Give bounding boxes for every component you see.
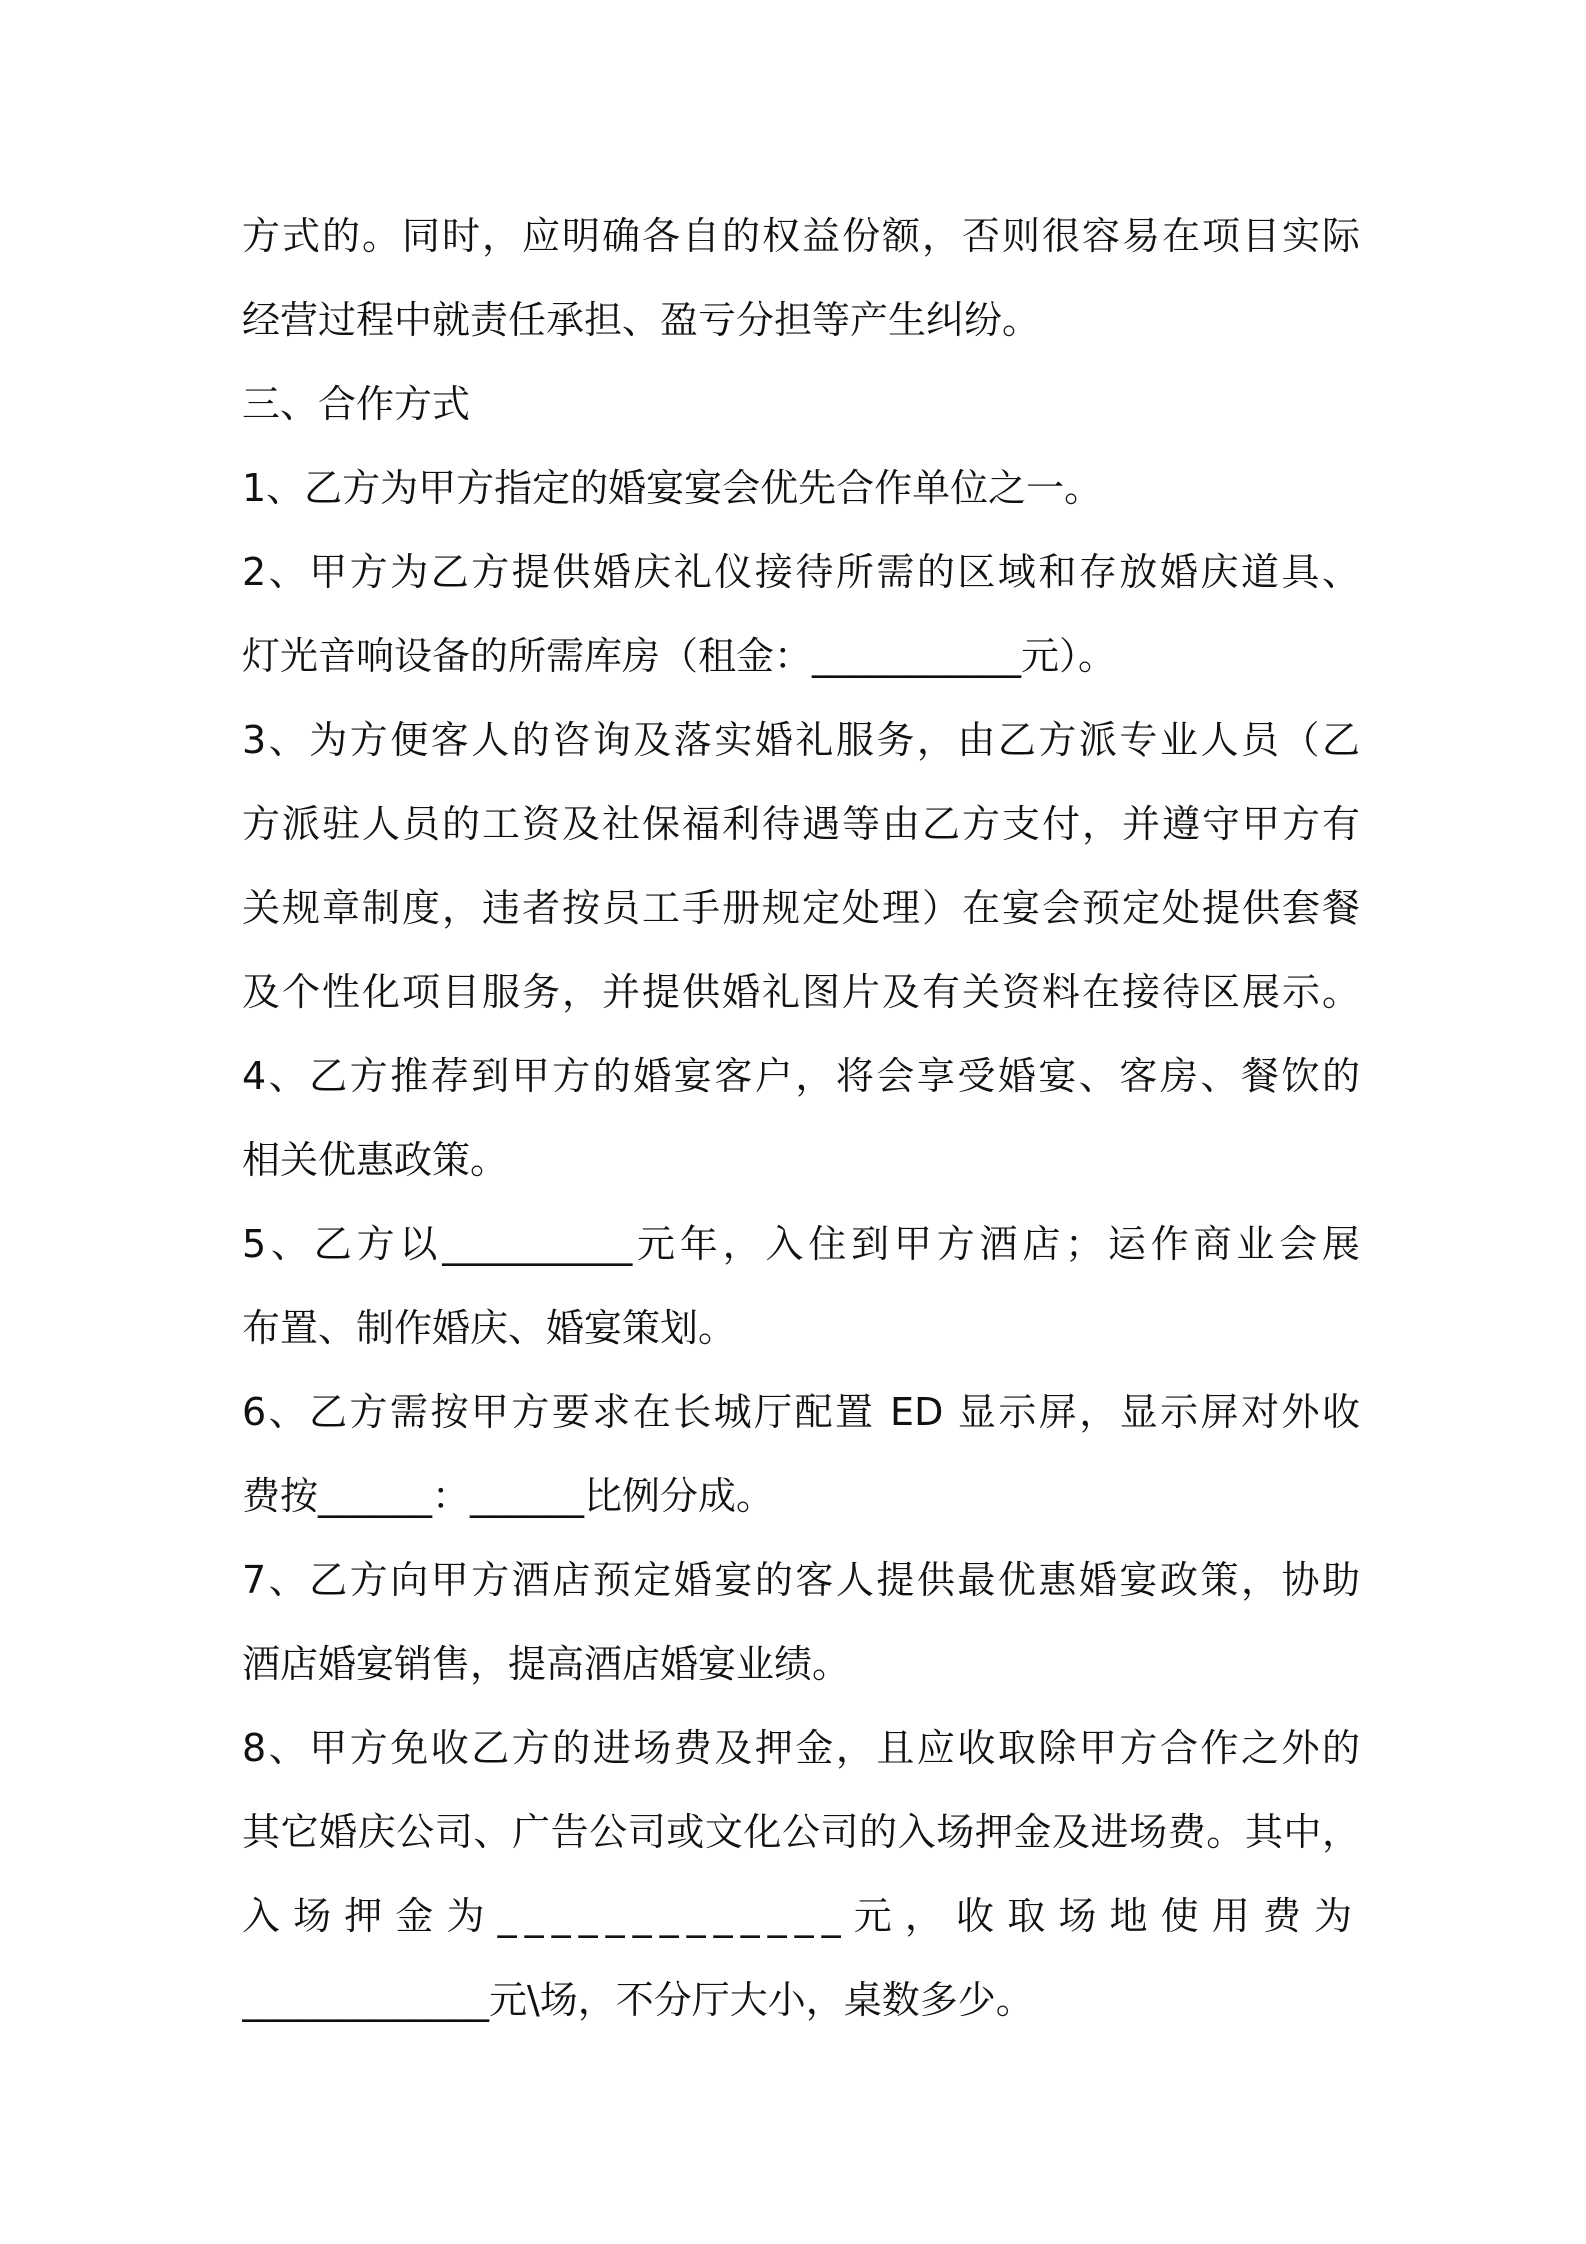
- clause-7-line: 7、乙方向甲方酒店预定婚宴的客人提供最优惠婚宴政策，协助: [242, 1558, 1360, 1602]
- clause-2-line: 2、甲方为乙方提供婚庆礼仪接待所需的区域和存放婚庆道具、: [242, 550, 1360, 594]
- clause-2-line: 灯光音响设备的所需库房（租金：___________元）。: [242, 634, 1117, 678]
- document-body: [242, 194, 1360, 2042]
- clause-4-line: 4、乙方推荐到甲方的婚宴客户，将会享受婚宴、客房、餐饮的: [242, 1054, 1360, 1098]
- clause-5-line: 布置、制作婚庆、婚宴策划。: [242, 1306, 737, 1350]
- clause-3-line: 及个性化项目服务，并提供婚礼图片及有关资料在接待区展示。: [242, 970, 1360, 1014]
- paragraph-line: 方式的。同时，应明确各自的权益份额，否则很容易在项目实际: [242, 214, 1360, 258]
- clause-8-line: 入场押金为_____________元，收取场地使用费为: [242, 1894, 1360, 1938]
- paragraph-line: 经营过程中就责任承担、盈亏分担等产生纠纷。: [242, 298, 1041, 342]
- clause-7-line: 酒店婚宴销售，提高酒店婚宴业绩。: [242, 1642, 851, 1686]
- clause-8-line: _____________元\场，不分厅大小，桌数多少。: [242, 1978, 1034, 2022]
- clause-3-line: 3、为方便客人的咨询及落实婚礼服务，由乙方派专业人员（乙: [242, 718, 1360, 762]
- clause-8-line: 8、甲方免收乙方的进场费及押金，且应收取除甲方合作之外的: [242, 1726, 1360, 1770]
- clause-4-line: 相关优惠政策。: [242, 1138, 509, 1182]
- clause-8-line: 其它婚庆公司、广告公司或文化公司的入场押金及进场费。其中，: [242, 1810, 1360, 1854]
- clause-3-line: 关规章制度，违者按员工手册规定处理）在宴会预定处提供套餐: [242, 886, 1360, 930]
- clause-3-line: 方派驻人员的工资及社保福利待遇等由乙方支付，并遵守甲方有: [242, 802, 1360, 846]
- clause-1-line: 1、乙方为甲方指定的婚宴宴会优先合作单位之一。: [242, 466, 1103, 510]
- clause-6-line: 6、乙方需按甲方要求在长城厅配置 ED 显示屏，显示屏对外收: [242, 1390, 1360, 1434]
- clause-5-line: 5、乙方以__________元年，入住到甲方酒店；运作商业会展: [242, 1222, 1360, 1266]
- clause-6-line: 费按______：______比例分成。: [242, 1474, 775, 1518]
- section-heading: 三、合作方式: [242, 382, 471, 426]
